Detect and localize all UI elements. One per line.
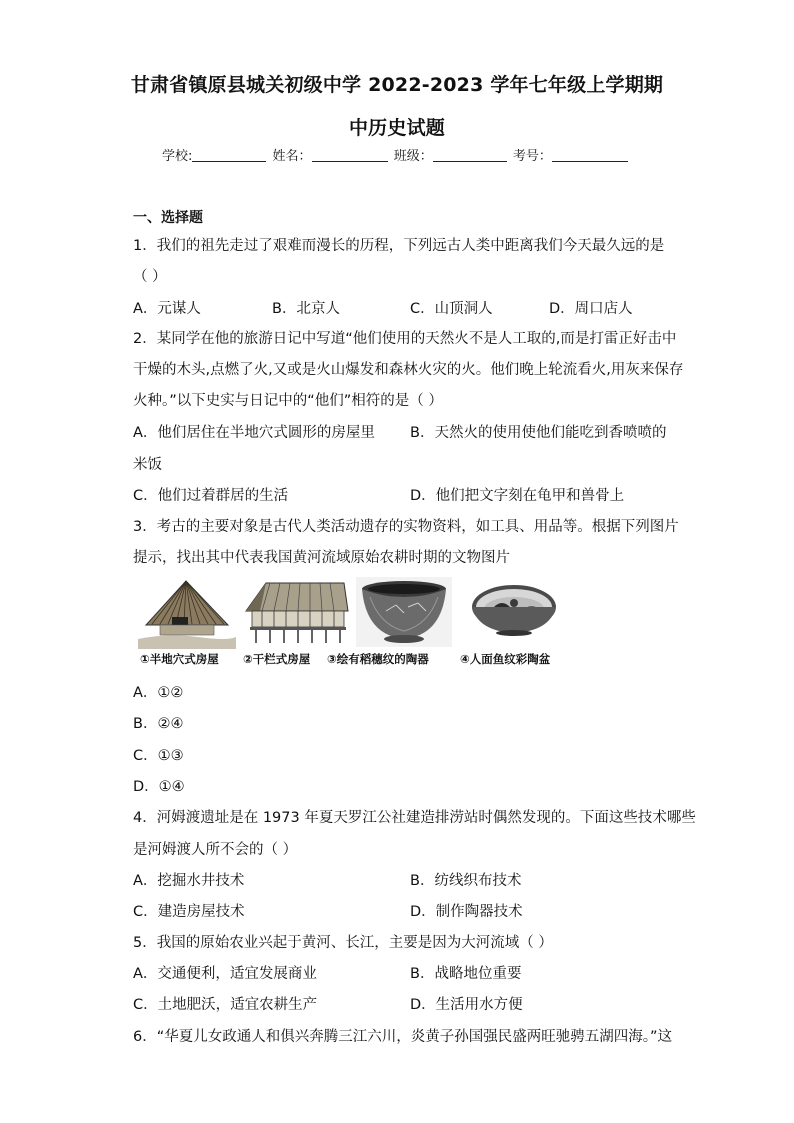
q6-stem-line-1: 6．“华夏儿女政通人和俱兴奔腾三江六川，炎黄子孙国强民盛两旺驰骋五湖四海。”这 — [133, 1029, 672, 1045]
exam-title-line-2: 中历史试题 — [348, 117, 445, 139]
class-label: 班级： — [393, 149, 433, 164]
q4-option-a: A．挖掘水井技术 — [133, 873, 245, 889]
rice-pattern-pottery-image — [356, 577, 452, 647]
q3-option-c: C．①③ — [133, 748, 184, 764]
q4-stem-line-2: 是河姆渡人所不会的（ ） — [133, 842, 298, 858]
caption-4: ④人面鱼纹彩陶盆 — [460, 652, 551, 666]
q4-option-b: B．纺线织布技术 — [410, 873, 522, 889]
caption-1: ①半地穴式房屋 — [140, 652, 219, 666]
school-label: 学校: — [162, 149, 193, 164]
q3-option-a: A．①② — [133, 685, 184, 701]
q1-option-d: D．周口店人 — [549, 301, 633, 317]
q4-option-c: C．建造房屋技术 — [133, 904, 245, 920]
q5-option-a: A．交通便利，适宜发展商业 — [133, 966, 317, 982]
name-blank — [312, 149, 388, 162]
q3-stem-line-1: 3．考古的主要对象是古代人类活动遗存的实物资料，如工具、用品等。根据下列图片 — [133, 519, 679, 535]
q2-option-b: B．天然火的使用使他们能吃到香喷喷的 — [410, 425, 667, 441]
q3-option-b: B．②④ — [133, 716, 184, 732]
q1-option-c: C．山顶洞人 — [410, 301, 493, 317]
q5-option-c: C．土地肥沃，适宜农耕生产 — [133, 997, 318, 1013]
exam-title-line-1: 甘肃省镇原县城关初级中学 2022-2023 学年七年级上学期期 — [130, 74, 664, 96]
stilt-house-image — [240, 577, 350, 649]
q2-stem-line-3: 火种。”以下史实与日记中的“他们”相符的是（ ） — [133, 393, 443, 409]
school-blank — [192, 149, 266, 162]
q4-option-d: D．制作陶器技术 — [410, 904, 523, 920]
q1-stem-line-2: （ ） — [133, 269, 167, 285]
q1-option-a: A．元谋人 — [133, 301, 201, 317]
q1-stem-line-1: 1．我们的祖先走过了艰难而漫长的历程，下列远古人类中距离我们今天最久远的是 — [133, 238, 665, 254]
number-label: 考号： — [512, 149, 552, 164]
q1-option-b: B．北京人 — [272, 301, 340, 317]
semi-subterranean-house-image — [138, 577, 236, 649]
q2-option-b-continued: 米饭 — [133, 457, 162, 473]
q5-option-d: D．生活用水方便 — [410, 997, 523, 1013]
q2-option-a: A．他们居住在半地穴式圆形的房屋里 — [133, 425, 375, 441]
face-fish-basin-image — [464, 577, 564, 647]
q3-option-d: D．①④ — [133, 779, 185, 795]
q5-stem-line-1: 5．我国的原始农业兴起于黄河、长江，主要是因为大河流域（ ） — [133, 935, 553, 951]
caption-2: ②干栏式房屋 — [243, 652, 311, 666]
q3-stem-line-2: 提示，找出其中代表我国黄河流域原始农耕时期的文物图片 — [133, 550, 510, 566]
q2-stem-line-1: 2．某同学在他的旅游日记中写道“他们使用的天然火不是人工取的,而是打雷正好击中 — [133, 331, 677, 347]
name-label: 姓名： — [272, 149, 312, 164]
number-blank — [552, 149, 628, 162]
q2-option-c: C．他们过着群居的生活 — [133, 488, 289, 504]
q2-option-d: D．他们把文字刻在龟甲和兽骨上 — [410, 488, 625, 504]
section-heading: 一、选择题 — [133, 210, 203, 226]
q5-option-b: B．战略地位重要 — [410, 966, 522, 982]
caption-3: ③绘有稻穗纹的陶器 — [327, 652, 429, 666]
class-blank — [433, 149, 507, 162]
q2-stem-line-2: 干燥的木头,点燃了火,又或是火山爆发和森林火灾的火。他们晚上轮流看火,用灰来保存 — [133, 362, 684, 378]
student-info-row — [162, 145, 630, 164]
q4-stem-line-1: 4．河姆渡遗址是在 1973 年夏天罗江公社建造排涝站时偶然发现的。下面这些技术哪些 — [133, 810, 696, 826]
